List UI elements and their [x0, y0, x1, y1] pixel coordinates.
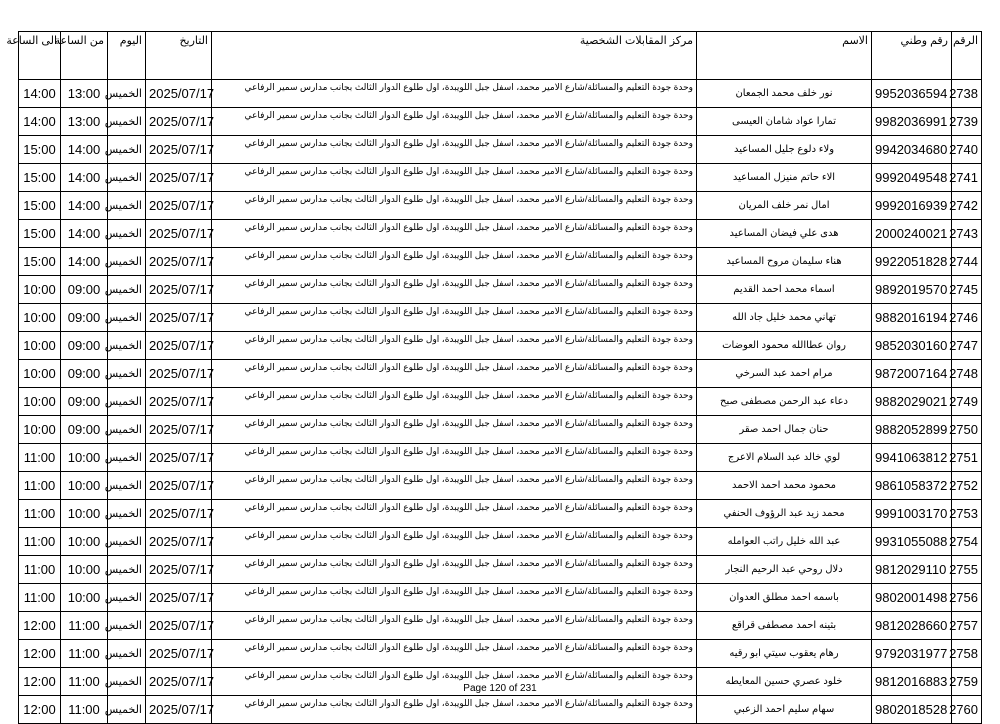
national-id-cell: 9802018528: [872, 696, 952, 724]
to-time-cell: 15:00: [19, 136, 61, 164]
row-number-cell: 2750: [952, 416, 982, 444]
row-number-cell: 2756: [952, 584, 982, 612]
to-time-cell: 15:00: [19, 192, 61, 220]
interview-day-cell: الخميس: [108, 500, 146, 528]
national-id-cell: 9852030160: [872, 332, 952, 360]
row-number-cell: 2751: [952, 444, 982, 472]
table-row: [19, 164, 982, 192]
person-name-cell: ولاء دلوع جليل المساعيد: [697, 136, 872, 164]
interview-date-cell: 2025/07/17: [146, 80, 212, 108]
from-time-cell: 10:00: [61, 500, 108, 528]
interview-center-cell: وحدة جودة التعليم والمسائلة/شارع الامير محمد، اسفل جبل اللويبدة، اول طلوع الدوار الثالث بجانب مدارس سمير الرفاعي: [212, 192, 697, 220]
interview-date-cell: 2025/07/17: [146, 360, 212, 388]
to-time-cell: 10:00: [19, 304, 61, 332]
national-id-cell: 9922051828: [872, 248, 952, 276]
person-name-cell: اسماء محمد احمد القديم: [697, 276, 872, 304]
header-to-time: الى الساعة: [19, 32, 61, 80]
interview-center-cell: وحدة جودة التعليم والمسائلة/شارع الامير محمد، اسفل جبل اللويبدة، اول طلوع الدوار الثالث بجانب مدارس سمير الرفاعي: [212, 696, 697, 724]
interview-center-cell: وحدة جودة التعليم والمسائلة/شارع الامير محمد، اسفل جبل اللويبدة، اول طلوع الدوار الثالث بجانب مدارس سمير الرفاعي: [212, 668, 697, 696]
to-time-cell: 12:00: [19, 612, 61, 640]
header-national-id: رقم وطني: [872, 32, 952, 80]
person-name-cell: تهاني محمد خليل جاد الله: [697, 304, 872, 332]
interview-date-cell: 2025/07/17: [146, 136, 212, 164]
interview-date-cell: 2025/07/17: [146, 276, 212, 304]
national-id-cell: 9882029021: [872, 388, 952, 416]
interview-date-cell: 2025/07/17: [146, 500, 212, 528]
person-name-cell: الاء حاتم منيزل المساعيد: [697, 164, 872, 192]
person-name-cell: مرام احمد عبد السرخي: [697, 360, 872, 388]
interview-center-cell: وحدة جودة التعليم والمسائلة/شارع الامير محمد، اسفل جبل اللويبدة، اول طلوع الدوار الثالث بجانب مدارس سمير الرفاعي: [212, 416, 697, 444]
table-row: [19, 304, 982, 332]
national-id-cell: 9942034680: [872, 136, 952, 164]
interview-day-cell: الخميس: [108, 472, 146, 500]
interview-center-cell: وحدة جودة التعليم والمسائلة/شارع الامير محمد، اسفل جبل اللويبدة، اول طلوع الدوار الثالث بجانب مدارس سمير الرفاعي: [212, 472, 697, 500]
interview-center-cell: وحدة جودة التعليم والمسائلة/شارع الامير محمد، اسفل جبل اللويبدة، اول طلوع الدوار الثالث بجانب مدارس سمير الرفاعي: [212, 360, 697, 388]
schedule-table: [6, 31, 982, 724]
interview-center-cell: وحدة جودة التعليم والمسائلة/شارع الامير محمد، اسفل جبل اللويبدة، اول طلوع الدوار الثالث بجانب مدارس سمير الرفاعي: [212, 612, 697, 640]
table-row: [19, 584, 982, 612]
interview-center-cell: وحدة جودة التعليم والمسائلة/شارع الامير محمد، اسفل جبل اللويبدة، اول طلوع الدوار الثالث بجانب مدارس سمير الرفاعي: [212, 276, 697, 304]
page-footer: Page 120 of 231: [463, 683, 537, 694]
table-row: [19, 108, 982, 136]
interview-day-cell: الخميس: [108, 220, 146, 248]
from-time-cell: 09:00: [61, 388, 108, 416]
table-row: [19, 472, 982, 500]
to-time-cell: 10:00: [19, 276, 61, 304]
header-from-time: من الساعة: [61, 32, 108, 80]
table-body: [19, 80, 982, 724]
from-time-cell: 09:00: [61, 304, 108, 332]
table-row: [19, 80, 982, 108]
to-time-cell: 11:00: [19, 500, 61, 528]
row-number-cell: 2760: [952, 696, 982, 724]
national-id-cell: 9792031977: [872, 640, 952, 668]
interview-day-cell: الخميس: [108, 668, 146, 696]
national-id-cell: 9992049548: [872, 164, 952, 192]
interview-center-cell: وحدة جودة التعليم والمسائلة/شارع الامير محمد، اسفل جبل اللويبدة، اول طلوع الدوار الثالث بجانب مدارس سمير الرفاعي: [212, 640, 697, 668]
from-time-cell: 14:00: [61, 192, 108, 220]
to-time-cell: 11:00: [19, 444, 61, 472]
row-number-cell: 2745: [952, 276, 982, 304]
national-id-cell: 9812016883: [872, 668, 952, 696]
row-number-cell: 2741: [952, 164, 982, 192]
national-id-cell: 9872007164: [872, 360, 952, 388]
person-name-cell: بثينه احمد مصطفى قراقع: [697, 612, 872, 640]
interview-day-cell: الخميس: [108, 528, 146, 556]
header-num: الرقم: [952, 32, 982, 80]
interview-center-cell: وحدة جودة التعليم والمسائلة/شارع الامير محمد، اسفل جبل اللويبدة، اول طلوع الدوار الثالث بجانب مدارس سمير الرفاعي: [212, 220, 697, 248]
to-time-cell: 10:00: [19, 388, 61, 416]
national-id-cell: 9991003170: [872, 500, 952, 528]
person-name-cell: لوي خالد عبد السلام الاعرج: [697, 444, 872, 472]
interview-day-cell: الخميس: [108, 444, 146, 472]
row-number-cell: 2755: [952, 556, 982, 584]
to-time-cell: 14:00: [19, 108, 61, 136]
to-time-cell: 12:00: [19, 668, 61, 696]
from-time-cell: 10:00: [61, 584, 108, 612]
national-id-cell: 9812029110: [872, 556, 952, 584]
interview-date-cell: 2025/07/17: [146, 192, 212, 220]
row-number-cell: 2739: [952, 108, 982, 136]
table-row: [19, 500, 982, 528]
interview-date-cell: 2025/07/17: [146, 584, 212, 612]
from-time-cell: 11:00: [61, 612, 108, 640]
person-name-cell: روان عطاالله محمود العوضات: [697, 332, 872, 360]
row-number-cell: 2742: [952, 192, 982, 220]
interview-center-cell: وحدة جودة التعليم والمسائلة/شارع الامير محمد، اسفل جبل اللويبدة، اول طلوع الدوار الثالث بجانب مدارس سمير الرفاعي: [212, 304, 697, 332]
table-row: [19, 360, 982, 388]
row-number-cell: 2758: [952, 640, 982, 668]
person-name-cell: دعاء عبد الرحمن مصطفى صبح: [697, 388, 872, 416]
row-number-cell: 2743: [952, 220, 982, 248]
from-time-cell: 13:00: [61, 108, 108, 136]
interview-day-cell: الخميس: [108, 360, 146, 388]
interview-center-cell: وحدة جودة التعليم والمسائلة/شارع الامير محمد، اسفل جبل اللويبدة، اول طلوع الدوار الثالث بجانب مدارس سمير الرفاعي: [212, 556, 697, 584]
from-time-cell: 09:00: [61, 416, 108, 444]
interview-center-cell: وحدة جودة التعليم والمسائلة/شارع الامير محمد، اسفل جبل اللويبدة، اول طلوع الدوار الثالث بجانب مدارس سمير الرفاعي: [212, 332, 697, 360]
person-name-cell: هدى علي فيضان المساعيد: [697, 220, 872, 248]
interview-date-cell: 2025/07/17: [146, 164, 212, 192]
to-time-cell: 11:00: [19, 472, 61, 500]
interview-day-cell: الخميس: [108, 416, 146, 444]
interview-day-cell: الخميس: [108, 108, 146, 136]
national-id-cell: 9941063812: [872, 444, 952, 472]
table-row: [19, 192, 982, 220]
from-time-cell: 09:00: [61, 360, 108, 388]
interview-day-cell: الخميس: [108, 192, 146, 220]
table-row: [19, 136, 982, 164]
row-number-cell: 2753: [952, 500, 982, 528]
interview-date-cell: 2025/07/17: [146, 248, 212, 276]
national-id-cell: 9882052899: [872, 416, 952, 444]
interview-date-cell: 2025/07/17: [146, 332, 212, 360]
header-name: الاسم: [697, 32, 872, 80]
from-time-cell: 11:00: [61, 696, 108, 724]
row-number-cell: 2740: [952, 136, 982, 164]
row-number-cell: 2738: [952, 80, 982, 108]
table-row: [19, 556, 982, 584]
interview-date-cell: 2025/07/17: [146, 612, 212, 640]
interview-date-cell: 2025/07/17: [146, 108, 212, 136]
interview-center-cell: وحدة جودة التعليم والمسائلة/شارع الامير محمد، اسفل جبل اللويبدة، اول طلوع الدوار الثالث بجانب مدارس سمير الرفاعي: [212, 500, 697, 528]
national-id-cell: 9802001498: [872, 584, 952, 612]
to-time-cell: 10:00: [19, 360, 61, 388]
person-name-cell: محمد زيد عبد الرؤوف الحنفي: [697, 500, 872, 528]
person-name-cell: نور خلف محمد الجمعان: [697, 80, 872, 108]
table-row: [19, 248, 982, 276]
row-number-cell: 2746: [952, 304, 982, 332]
person-name-cell: عبد الله خليل راتب العوامله: [697, 528, 872, 556]
interview-center-cell: وحدة جودة التعليم والمسائلة/شارع الامير محمد، اسفل جبل اللويبدة، اول طلوع الدوار الثالث بجانب مدارس سمير الرفاعي: [212, 248, 697, 276]
table-row: [19, 612, 982, 640]
interview-day-cell: الخميس: [108, 248, 146, 276]
interview-day-cell: الخميس: [108, 304, 146, 332]
row-number-cell: 2757: [952, 612, 982, 640]
national-id-cell: 9812028660: [872, 612, 952, 640]
national-id-cell: 9861058372: [872, 472, 952, 500]
to-time-cell: 11:00: [19, 556, 61, 584]
interview-day-cell: الخميس: [108, 80, 146, 108]
person-name-cell: رهام يعقوب سيتي ابو رقيه: [697, 640, 872, 668]
person-name-cell: خلود عصري حسين المعايطه: [697, 668, 872, 696]
row-number-cell: 2747: [952, 332, 982, 360]
interview-center-cell: وحدة جودة التعليم والمسائلة/شارع الامير محمد، اسفل جبل اللويبدة، اول طلوع الدوار الثالث بجانب مدارس سمير الرفاعي: [212, 164, 697, 192]
interview-center-cell: وحدة جودة التعليم والمسائلة/شارع الامير محمد، اسفل جبل اللويبدة، اول طلوع الدوار الثالث بجانب مدارس سمير الرفاعي: [212, 388, 697, 416]
row-number-cell: 2749: [952, 388, 982, 416]
interview-date-cell: 2025/07/17: [146, 556, 212, 584]
interview-day-cell: الخميس: [108, 556, 146, 584]
from-time-cell: 10:00: [61, 472, 108, 500]
person-name-cell: سهام سليم احمد الزعبي: [697, 696, 872, 724]
interview-date-cell: 2025/07/17: [146, 388, 212, 416]
person-name-cell: تمارا عواد شامان العيسى: [697, 108, 872, 136]
from-time-cell: 09:00: [61, 332, 108, 360]
table-header: [6, 32, 982, 80]
person-name-cell: دلال روحي عبد الرحيم النجار: [697, 556, 872, 584]
interview-date-cell: 2025/07/17: [146, 640, 212, 668]
interview-date-cell: 2025/07/17: [146, 304, 212, 332]
to-time-cell: 14:00: [19, 80, 61, 108]
to-time-cell: 11:00: [19, 584, 61, 612]
person-name-cell: هناء سليمان مروح المساعيد: [697, 248, 872, 276]
interview-day-cell: الخميس: [108, 640, 146, 668]
to-time-cell: 15:00: [19, 248, 61, 276]
table-row: [19, 696, 982, 724]
table-row: [19, 444, 982, 472]
table-row: [19, 640, 982, 668]
table-row: [19, 388, 982, 416]
interview-day-cell: الخميس: [108, 388, 146, 416]
from-time-cell: 14:00: [61, 248, 108, 276]
interview-day-cell: الخميس: [108, 612, 146, 640]
interview-date-cell: 2025/07/17: [146, 444, 212, 472]
from-time-cell: 13:00: [61, 80, 108, 108]
table-row: [19, 528, 982, 556]
row-number-cell: 2752: [952, 472, 982, 500]
row-number-cell: 2744: [952, 248, 982, 276]
to-time-cell: 15:00: [19, 220, 61, 248]
from-time-cell: 14:00: [61, 220, 108, 248]
interview-date-cell: 2025/07/17: [146, 528, 212, 556]
interview-center-cell: وحدة جودة التعليم والمسائلة/شارع الامير محمد، اسفل جبل اللويبدة، اول طلوع الدوار الثالث بجانب مدارس سمير الرفاعي: [212, 528, 697, 556]
interview-day-cell: الخميس: [108, 164, 146, 192]
national-id-cell: 9892019570: [872, 276, 952, 304]
interview-date-cell: 2025/07/17: [146, 696, 212, 724]
to-time-cell: 10:00: [19, 416, 61, 444]
interview-center-cell: وحدة جودة التعليم والمسائلة/شارع الامير محمد، اسفل جبل اللويبدة، اول طلوع الدوار الثالث بجانب مدارس سمير الرفاعي: [212, 444, 697, 472]
interview-day-cell: الخميس: [108, 696, 146, 724]
from-time-cell: 14:00: [61, 136, 108, 164]
interview-day-cell: الخميس: [108, 136, 146, 164]
person-name-cell: محمود محمد احمد الاحمد: [697, 472, 872, 500]
person-name-cell: امال نمر خلف المريان: [697, 192, 872, 220]
interview-day-cell: الخميس: [108, 276, 146, 304]
to-time-cell: 12:00: [19, 696, 61, 724]
from-time-cell: 11:00: [61, 668, 108, 696]
from-time-cell: 14:00: [61, 164, 108, 192]
table-row: [19, 416, 982, 444]
row-number-cell: 2754: [952, 528, 982, 556]
interview-day-cell: الخميس: [108, 584, 146, 612]
header-row: [19, 32, 982, 80]
national-id-cell: 9931055088: [872, 528, 952, 556]
interview-center-cell: وحدة جودة التعليم والمسائلة/شارع الامير محمد، اسفل جبل اللويبدة، اول طلوع الدوار الثالث بجانب مدارس سمير الرفاعي: [212, 584, 697, 612]
person-name-cell: باسمه احمد مطلق العدوان: [697, 584, 872, 612]
to-time-cell: 12:00: [19, 640, 61, 668]
person-name-cell: حنان جمال احمد صقر: [697, 416, 872, 444]
table-row: [19, 276, 982, 304]
to-time-cell: 15:00: [19, 164, 61, 192]
interview-date-cell: 2025/07/17: [146, 220, 212, 248]
from-time-cell: 10:00: [61, 444, 108, 472]
to-time-cell: 11:00: [19, 528, 61, 556]
national-id-cell: 9882016194: [872, 304, 952, 332]
from-time-cell: 09:00: [61, 276, 108, 304]
table-row: [19, 220, 982, 248]
row-number-cell: 2748: [952, 360, 982, 388]
header-day: اليوم: [108, 32, 146, 80]
header-date: التاريخ: [146, 32, 212, 80]
interview-date-cell: 2025/07/17: [146, 472, 212, 500]
header-center: مركز المقابلات الشخصية: [212, 32, 697, 80]
table-row: [19, 332, 982, 360]
national-id-cell: 9992016939: [872, 192, 952, 220]
row-number-cell: 2759: [952, 668, 982, 696]
national-id-cell: 9952036594: [872, 80, 952, 108]
from-time-cell: 10:00: [61, 556, 108, 584]
from-time-cell: 10:00: [61, 528, 108, 556]
interview-center-cell: وحدة جودة التعليم والمسائلة/شارع الامير محمد، اسفل جبل اللويبدة، اول طلوع الدوار الثالث بجانب مدارس سمير الرفاعي: [212, 136, 697, 164]
interview-center-cell: وحدة جودة التعليم والمسائلة/شارع الامير محمد، اسفل جبل اللويبدة، اول طلوع الدوار الثالث بجانب مدارس سمير الرفاعي: [212, 108, 697, 136]
national-id-cell: 9982036991: [872, 108, 952, 136]
to-time-cell: 10:00: [19, 332, 61, 360]
interview-center-cell: وحدة جودة التعليم والمسائلة/شارع الامير محمد، اسفل جبل اللويبدة، اول طلوع الدوار الثالث بجانب مدارس سمير الرفاعي: [212, 80, 697, 108]
interview-day-cell: الخميس: [108, 332, 146, 360]
interview-date-cell: 2025/07/17: [146, 668, 212, 696]
interview-date-cell: 2025/07/17: [146, 416, 212, 444]
national-id-cell: 2000240021: [872, 220, 952, 248]
from-time-cell: 11:00: [61, 640, 108, 668]
